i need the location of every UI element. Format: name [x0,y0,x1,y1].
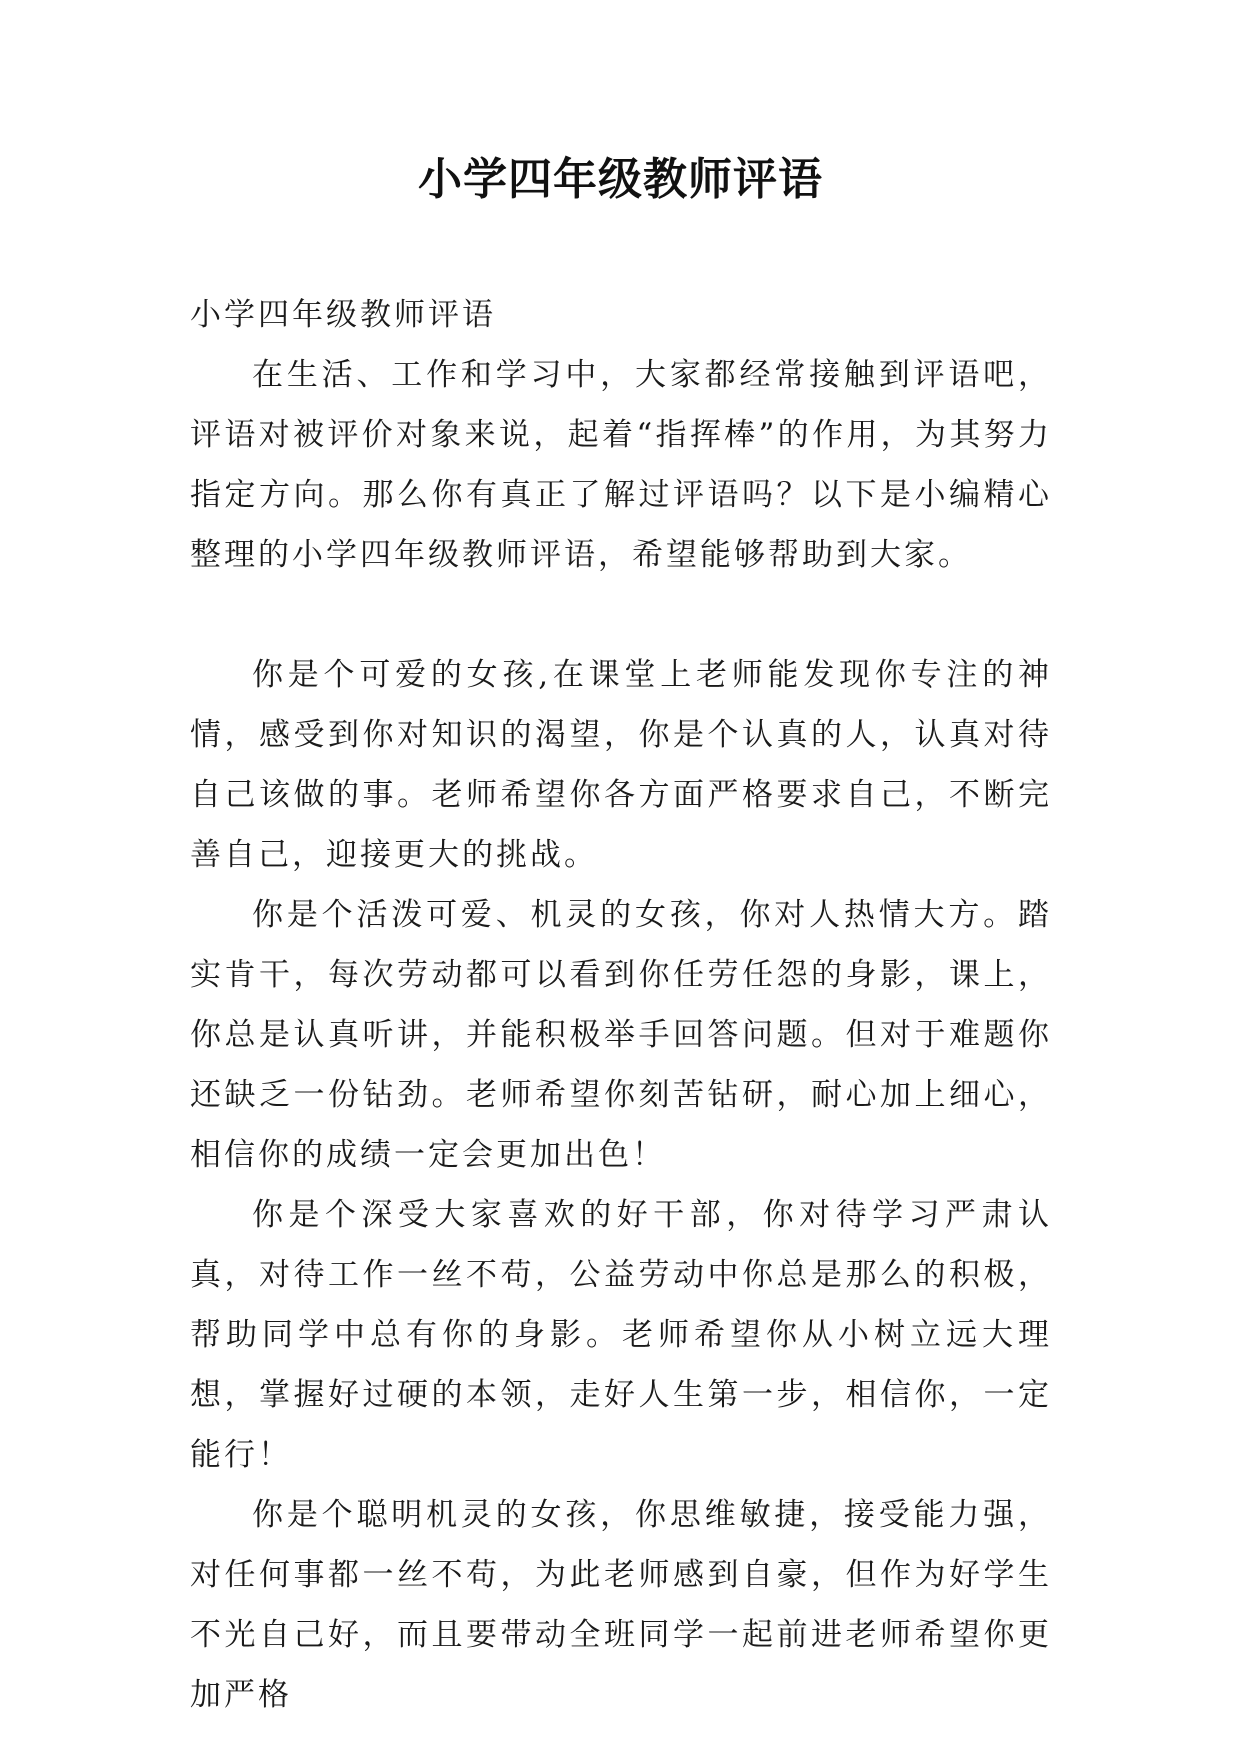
document-body [190,285,1052,1725]
intro-paragraph: 在生活、工作和学习中，大家都经常接触到评语吧，评语对被评价对象来说，起着“指挥棒”的作用，为其努力指定方向。那么你有真正了解过评语吗？以下是小编精心整理的小学四年级教师评语，希望能够帮助到大家。 [190,357,1052,573]
comment-paragraph-3: 你是个深受大家喜欢的好干部，你对待学习严肃认真，对待工作一丝不苟，公益劳动中你总是那么的积极，帮助同学中总有你的身影。老师希望你从小树立远大理想，掌握好过硬的本领，走好人生第一步，相信你，一定能行！ [190,1197,1052,1473]
document-subtitle: 小学四年级教师评语 [190,297,496,333]
document-title: 小学四年级教师评语 [418,154,823,205]
comment-paragraph-4: 你是个聪明机灵的女孩，你思维敏捷，接受能力强，对任何事都一丝不苟，为此老师感到自豪，但作为好学生不光自己好，而且要带动全班同学一起前进老师希望你更加严格 [190,1497,1052,1713]
comment-paragraph-2: 你是个活泼可爱、机灵的女孩，你对人热情大方。踏实肯干，每次劳动都可以看到你任劳任怨的身影，课上，你总是认真听讲，并能积极举手回答问题。但对于难题你还缺乏一份钻劲。老师希望你刻苦钻研，耐心加上细心，相信你的成绩一定会更加出色！ [190,897,1052,1173]
paragraph-spacer [190,585,1052,645]
comment-paragraph-1: 你是个可爱的女孩,在课堂上老师能发现你专注的神情，感受到你对知识的渴望，你是个认真的人，认真对待自己该做的事。老师希望你各方面严格要求自己，不断完善自己，迎接更大的挑战。 [190,657,1052,873]
